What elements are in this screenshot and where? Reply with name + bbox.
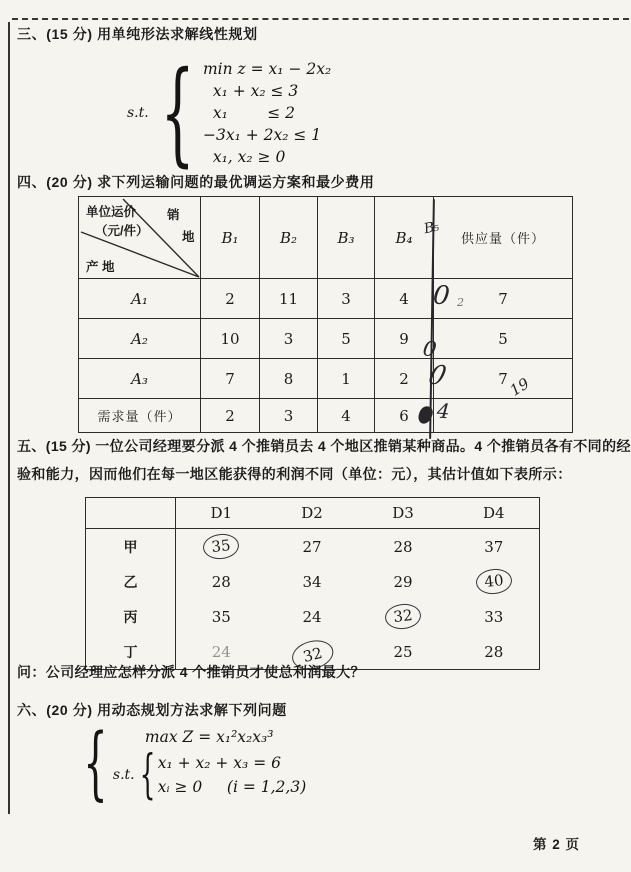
table-row-yi xyxy=(86,564,540,599)
profit-cell: 28 xyxy=(484,642,504,661)
column-header-d2: D2 xyxy=(267,498,358,529)
assignment-profit-table xyxy=(85,497,540,670)
scan-border-left-line xyxy=(8,22,10,814)
handwritten-small-two: 2 xyxy=(457,296,464,309)
assignment-header-row xyxy=(86,498,540,529)
left-brace: { xyxy=(83,716,108,809)
assignment-corner-cell xyxy=(86,498,176,529)
column-header-d1: D1 xyxy=(176,498,267,529)
problem-5-heading-line2: 验和能力，因而他们在每一地区能获得的利润不同（单位：元），其估计值如下表所示： xyxy=(17,466,572,482)
pen-circle: 32 xyxy=(384,602,422,631)
handwritten-dummy-column-header: B₅ xyxy=(422,218,440,238)
constraint-line: −3x₁ + 2x₂ ≤ 1 xyxy=(202,126,322,144)
column-header-d4: D4 xyxy=(449,498,540,529)
cost-cell: 9 xyxy=(375,319,434,359)
scan-border-top-line xyxy=(12,18,629,20)
objective-line: max Z = x₁²x₂x₃³ xyxy=(144,728,274,746)
demand-cell: 6 xyxy=(375,399,434,433)
table-row-a2 xyxy=(79,319,573,359)
row-label-jia: 甲 xyxy=(86,529,176,565)
left-brace: { xyxy=(160,48,195,178)
column-header-supply: 供应量（件） xyxy=(434,197,573,279)
row-label-ding: 丁 xyxy=(86,634,176,670)
column-header-d3: D3 xyxy=(358,498,449,529)
transport-header-row xyxy=(79,197,573,279)
objective-line: min z = x₁ − 2x₂ xyxy=(202,60,332,78)
cost-cell: 8 xyxy=(260,359,318,399)
profit-cell: 24 xyxy=(302,607,322,626)
demand-supply-empty-cell xyxy=(434,399,573,433)
page-number: 第 2 页 xyxy=(533,837,581,852)
profit-cell: 37 xyxy=(484,537,504,556)
problem-4-heading: 四、(20 分) 求下列运输问题的最优调运方案和最少费用 xyxy=(17,174,375,190)
cost-cell: 4 xyxy=(375,279,434,319)
problem-5-question: 问：公司经理应怎样分派 4 个推销员才使总利润最大？ xyxy=(17,664,365,680)
cost-cell: 10 xyxy=(201,319,260,359)
profit-cell: 28 xyxy=(211,572,231,591)
constraint-line: x₁ ≤ 2 xyxy=(202,104,295,122)
cost-cell: 11 xyxy=(260,279,318,319)
table-row-a3 xyxy=(79,359,573,399)
profit-cell: 27 xyxy=(302,537,322,556)
profit-cell-circled xyxy=(176,529,267,565)
profit-cell: 29 xyxy=(393,572,413,591)
corner-unit-price-label: 单位运价 xyxy=(86,205,137,219)
profit-cell: 24 xyxy=(211,642,231,661)
row-label-yi: 乙 xyxy=(86,564,176,599)
problem-6-dp-system xyxy=(76,716,307,809)
demand-row-label: 需求量（件） xyxy=(79,399,201,433)
transport-cost-table xyxy=(78,196,573,433)
profit-cell-circled xyxy=(449,564,540,599)
problem-3-heading: 三、(15 分) 用单纯形法求解线性规划 xyxy=(17,26,258,42)
left-brace: { xyxy=(139,745,156,805)
table-row-bing xyxy=(86,599,540,634)
demand-cell: 4 xyxy=(318,399,375,433)
nonnegativity-line: x₁, x₂ ≥ 0 xyxy=(202,148,286,166)
supply-cell: 7 xyxy=(434,359,573,399)
problem-6-heading: 六、(20 分) 用动态规划方法求解下列问题 xyxy=(17,702,287,718)
profit-cell: 28 xyxy=(393,537,413,556)
subject-to-label: s.t. xyxy=(112,767,135,783)
cost-cell: 5 xyxy=(318,319,375,359)
pen-circle: 32 xyxy=(289,636,337,673)
cost-cell: 2 xyxy=(201,279,260,319)
column-header-b3: B₃ xyxy=(318,197,375,279)
cost-cell: 3 xyxy=(260,319,318,359)
corner-destination-label-1: 销 xyxy=(167,208,180,222)
handwritten-zero-a2: 0 xyxy=(421,336,439,362)
table-row-jia xyxy=(86,529,540,565)
row-label-a3: A₃ xyxy=(79,359,201,399)
profit-cell: 34 xyxy=(302,572,322,591)
handwritten-total-supply: 19 xyxy=(506,374,533,400)
lp-lines xyxy=(203,58,331,168)
supply-cell: 7 xyxy=(434,279,573,319)
row-label-a2: A₂ xyxy=(79,319,201,359)
demand-row xyxy=(79,399,573,433)
subject-to-label: s.t. xyxy=(127,105,149,121)
profit-cell-circled xyxy=(358,599,449,634)
handwritten-dummy-demand: 4 xyxy=(436,398,451,424)
column-header-b1: B₁ xyxy=(201,197,260,279)
constraints-group xyxy=(112,745,307,805)
diagonal-corner-cell xyxy=(79,197,201,279)
nonnegativity-line: xᵢ ≥ 0 (i = 1,2,3) xyxy=(157,778,307,796)
profit-cell: 35 xyxy=(211,607,231,626)
cost-cell: 3 xyxy=(318,279,375,319)
profit-cell: 33 xyxy=(484,607,504,626)
demand-cell: 2 xyxy=(201,399,260,433)
cost-cell: 2 xyxy=(375,359,434,399)
handwritten-zero-a1: 0 xyxy=(431,280,452,312)
problem-3-lp-system xyxy=(127,48,332,178)
table-row-a1 xyxy=(79,279,573,319)
corner-unit-label: （元/件） xyxy=(95,224,149,238)
constraint-line: x₁ + x₂ + x₃ = 6 xyxy=(157,754,281,772)
corner-destination-label-2: 地 xyxy=(182,230,195,244)
problem-5-heading-line1: 五、(15 分) 一位公司经理要分派 4 个推销员去 4 个地区推销某种商品。4 个推销员各有不同的经 xyxy=(17,438,631,454)
cost-cell: 1 xyxy=(318,359,375,399)
row-label-a1: A₁ xyxy=(79,279,201,319)
cost-cell: 7 xyxy=(201,359,260,399)
corner-origin-label: 产 地 xyxy=(86,260,115,274)
row-label-bing: 丙 xyxy=(86,599,176,634)
demand-cell: 3 xyxy=(260,399,318,433)
profit-cell: 25 xyxy=(393,642,413,661)
constraint-line: x₁ + x₂ ≤ 3 xyxy=(202,82,299,100)
supply-cell: 5 xyxy=(434,319,573,359)
pen-circle: 40 xyxy=(475,567,513,596)
handwritten-zero-a3: 0 xyxy=(425,361,450,391)
pen-circle: 35 xyxy=(202,532,240,561)
column-header-b4: B₄ xyxy=(375,197,434,279)
column-header-b2: B₂ xyxy=(260,197,318,279)
